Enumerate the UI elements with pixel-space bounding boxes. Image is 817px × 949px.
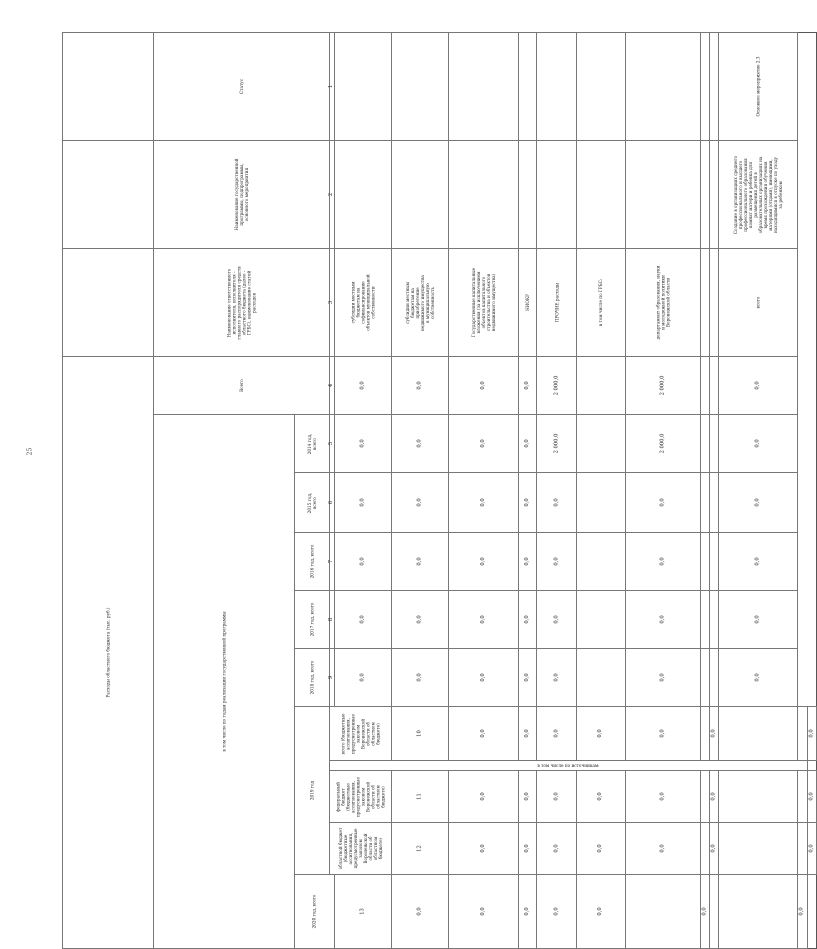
- main-event-2017: 0,0: [719, 591, 798, 649]
- value-r6-2019: 0,0: [709, 707, 718, 761]
- value-r5-2020: [625, 875, 700, 949]
- blank-cell-prog-7: [625, 141, 700, 249]
- value-r5-2015: [577, 473, 625, 533]
- value-r1-2017: 0,0: [391, 591, 448, 649]
- col-number-1: 1: [330, 33, 334, 141]
- value-r1-reg: 0,0: [519, 823, 537, 875]
- main-event-executor-text: всего: [755, 296, 761, 309]
- col-number-3: 3: [330, 249, 334, 357]
- value-r4-2015: 0,0: [536, 473, 577, 533]
- y2015-header: 2015 год, всего: [295, 473, 330, 533]
- total-header-text: Всего: [239, 379, 245, 392]
- blank-2014-2: [709, 415, 718, 473]
- value-r5-reg: [700, 823, 709, 875]
- blank-cell-prog: [334, 141, 391, 249]
- blank-cell-exec-2: [709, 249, 718, 357]
- y2016-header: 2016 год, всего: [295, 533, 330, 591]
- value-r5-total: [577, 357, 625, 415]
- value-r6-2018: 0,0: [625, 649, 700, 707]
- blank-2019-2: [798, 707, 807, 761]
- blank-2018: [700, 649, 709, 707]
- main-event-2014: 0,0: [719, 415, 798, 473]
- value-r4-2020: 0,0: [577, 875, 625, 949]
- value-r4-reg: 0,0: [625, 823, 700, 875]
- value-r2-2016: 0,0: [448, 533, 518, 591]
- col-number-13: 13: [334, 875, 391, 949]
- blank-cell-prog-3: [448, 141, 518, 249]
- value-r3-2017: 0,0: [519, 591, 537, 649]
- blank-total-2: [709, 357, 718, 415]
- value-r1-2018: 0,0: [391, 649, 448, 707]
- value-r4-2016: 0,0: [536, 533, 577, 591]
- blank-2016-2: [709, 533, 718, 591]
- row-label-3: НИОКР: [519, 249, 537, 357]
- col-number-8: 8: [330, 591, 334, 649]
- blank-2014: [700, 415, 709, 473]
- blank-cell-prog-9: [709, 141, 718, 249]
- blank-2020: [709, 875, 718, 949]
- value-r2-fed: 0,0: [536, 771, 577, 823]
- value-r4-fed: 0,0: [625, 771, 700, 823]
- value-r5-2018: [577, 649, 625, 707]
- value-r0-2017: 0,0: [334, 591, 391, 649]
- value-r2-2015: 0,0: [448, 473, 518, 533]
- blank-cell-prog-8: [700, 141, 709, 249]
- value-r3-2019: 0,0: [577, 707, 625, 761]
- row-label-0: субсидии местным бюджетам на софинансирование объектов муниципальной собственности: [334, 249, 391, 357]
- value-r0-2020: 0,0: [391, 875, 448, 949]
- value-r0-2019: 0,0: [448, 707, 518, 761]
- value-r0-2018: 0,0: [334, 649, 391, 707]
- value-r0-fed: 0,0: [448, 771, 518, 823]
- value-r2-total: 0,0: [448, 357, 518, 415]
- y2019-total-header: всего (бюджетные ассигнования, предусмотренные законом Воронежской области об областном бюджете): [330, 707, 392, 761]
- blank-2020-2: [719, 875, 798, 949]
- main-event-status: [719, 33, 798, 141]
- main-event-reg: 0,0: [807, 823, 816, 875]
- year-2019-header-text: 2019 год: [309, 780, 315, 801]
- col-number-5: 5: [330, 415, 334, 473]
- value-r5-2014: [577, 415, 625, 473]
- blank-cell-status-8: [700, 33, 709, 141]
- value-r4-2019: 0,0: [625, 707, 700, 761]
- row-label-1: субсидии местным бюджетам на приобретение недвижимого имущества в муниципальную собственность: [391, 249, 448, 357]
- blank-2018-2: [709, 649, 718, 707]
- value-r3-2016: 0,0: [519, 533, 537, 591]
- value-r5-2016: [577, 533, 625, 591]
- main-event-name: [719, 141, 798, 249]
- value-r6-total: 2 000,0: [625, 357, 700, 415]
- blank-cell-status-4: [519, 33, 537, 141]
- y2019-regional-header: областной бюджет (бюджетные ассигнования, предусмотренные законом Воронежской области об областном бюджете): [330, 823, 392, 875]
- main-event-fed: 0,0: [807, 771, 816, 823]
- row-label-2: Государственные капитальные вложения (за исключением объектов капитального строительства и объектов недвижимого имущества): [448, 249, 518, 357]
- value-r1-2015: 0,0: [391, 473, 448, 533]
- blank-cell-status-7: [625, 33, 700, 141]
- value-r3-2020: 0,0: [536, 875, 577, 949]
- blank-fed: [719, 771, 798, 823]
- row-label-6: департамент образования, науки и молодежной политики Воронежской области: [625, 249, 700, 357]
- program-name-header-text: Наименование государственной программы, подпрограммы, основного мероприятия: [234, 158, 250, 231]
- expenses-header-text: Расходы областного бюджета (тыс. руб.): [105, 607, 111, 698]
- value-r0-total: 0,0: [334, 357, 391, 415]
- col-number-11: 11: [391, 771, 448, 823]
- blank-cell-prog-6: [577, 141, 625, 249]
- top-bracket-cell: [63, 33, 154, 141]
- blank-cell-status-3: [448, 33, 518, 141]
- value-r1-fed: 0,0: [519, 771, 537, 823]
- value-r5-2017: [577, 591, 625, 649]
- value-r4-2014: 2 000,0: [536, 415, 577, 473]
- main-event-status-text: Основное мероприятие 2.3: [755, 56, 761, 117]
- value-r1-2019: 0,0: [519, 707, 537, 761]
- value-r2-reg: 0,0: [536, 823, 577, 875]
- by-sources-header-text: в том числе по источникам:: [537, 763, 600, 768]
- status-header-text: Статус: [239, 78, 245, 95]
- col-number-10: 10: [391, 707, 448, 761]
- blank-reg: [719, 823, 798, 875]
- value-r6-reg: 0,0: [709, 823, 718, 875]
- col-number-2: 2: [330, 141, 334, 249]
- value-r5-fed: [700, 771, 709, 823]
- value-r1-total: 0,0: [391, 357, 448, 415]
- y2014-header: 2014 год, всего: [295, 415, 330, 473]
- value-r3-reg: 0,0: [577, 823, 625, 875]
- col-number-4: 4: [330, 357, 334, 415]
- blank-2016: [700, 533, 709, 591]
- blank-2015-2: [709, 473, 718, 533]
- blank-cell-prog-2: [391, 141, 448, 249]
- value-r3-2018: 0,0: [519, 649, 537, 707]
- value-r4-2017: 0,0: [536, 591, 577, 649]
- value-r3-fed: 0,0: [577, 771, 625, 823]
- value-r2-2018: 0,0: [448, 649, 518, 707]
- col-number-9: 9: [330, 649, 334, 707]
- blank-fed-2: [798, 771, 807, 823]
- year-2019-header: [295, 707, 330, 875]
- expenses-table: [62, 32, 817, 949]
- blank-2015: [700, 473, 709, 533]
- value-r1-2014: 0,0: [391, 415, 448, 473]
- value-r4-2018: 0,0: [536, 649, 577, 707]
- main-event-2015: 0,0: [719, 473, 798, 533]
- by-sources-header: [330, 761, 808, 771]
- value-r0-2015: 0,0: [334, 473, 391, 533]
- col-number-7: 7: [330, 533, 334, 591]
- main-event-executor: [719, 249, 798, 357]
- row-label-4: ПРОЧИЕ расходы: [536, 249, 577, 357]
- executor-header-text: Наименование ответственного исполнителя, исполнителя - главного распорядителя средств областного бюджета (далее - ГРБС), наименование статей расходов: [226, 265, 257, 340]
- value-r3-2014: 0,0: [519, 415, 537, 473]
- value-r0-2016: 0,0: [334, 533, 391, 591]
- blank-total: [700, 357, 709, 415]
- main-event-total: 0,0: [719, 357, 798, 415]
- value-r2-2014: 0,0: [448, 415, 518, 473]
- col-number-6: 6: [330, 473, 334, 533]
- value-r5-2019: [700, 707, 709, 761]
- blank-2017: [700, 591, 709, 649]
- blank-cell-status-6: [577, 33, 625, 141]
- main-event-name-text: Создание в организациях среднего профессионального и высшего профессионального образования комнат матери и ребенка для размещения детей в образовательных организациях на время прохождения обучения матерями (отцами), имеющими, находящимися в отпуске по уходу за ребенком: [733, 155, 784, 234]
- value-r0-reg: 0,0: [448, 823, 518, 875]
- blank-cell-exec: [700, 249, 709, 357]
- blank-cell-status-2: [391, 33, 448, 141]
- expenses-header: [63, 357, 154, 949]
- main-event-2016: 0,0: [719, 533, 798, 591]
- col-number-12: 12: [391, 823, 448, 875]
- y2017-header: 2017 год, всего: [295, 591, 330, 649]
- blank-cell-status-9: [709, 33, 718, 141]
- by-years-header-text: в том числе по годам реализации государственной программы: [221, 611, 227, 752]
- blank-cell-status: [334, 33, 391, 141]
- value-r2-2020: 0,0: [519, 875, 537, 949]
- value-r0-2014: 0,0: [334, 415, 391, 473]
- value-r6-2020: 0,0: [700, 875, 709, 949]
- value-r4-total: 2 000,0: [536, 357, 577, 415]
- value-r6-2017: 0,0: [625, 591, 700, 649]
- total-header: [154, 357, 330, 415]
- y2019-federal-header: федеральный бюджет (бюджетные ассигнования, предусмотренные законом Воронежской области об областном бюджете): [330, 771, 392, 823]
- page-number: 25: [26, 447, 34, 456]
- value-r6-2016: 0,0: [625, 533, 700, 591]
- value-r6-2015: 0,0: [625, 473, 700, 533]
- value-r3-total: 0,0: [519, 357, 537, 415]
- value-r2-2019: 0,0: [536, 707, 577, 761]
- blank-reg-2: [798, 823, 807, 875]
- y2020-header: 2020 год, всего: [295, 875, 334, 949]
- blank-cell-prog-4: [519, 141, 537, 249]
- blank-2017-2: [709, 591, 718, 649]
- blank-cell-prog-5: [536, 141, 577, 249]
- value-r2-2017: 0,0: [448, 591, 518, 649]
- top-bracket-cell-2: [63, 141, 154, 249]
- main-event-2019: 0,0: [807, 707, 816, 761]
- by-years-header: [154, 415, 295, 949]
- main-event-2018: 0,0: [719, 649, 798, 707]
- blank-cell-status-5: [536, 33, 577, 141]
- value-r3-2015: 0,0: [519, 473, 537, 533]
- row-label-5: в том числе по ГРБС:: [577, 249, 625, 357]
- main-event-2020: 0,0: [798, 875, 807, 949]
- y2018-header: 2018 год, всего: [295, 649, 330, 707]
- top-bracket-cell-3: [63, 249, 154, 357]
- value-r1-2016: 0,0: [391, 533, 448, 591]
- value-r1-2020: 0,0: [448, 875, 518, 949]
- value-r6-2014: 2 000,0: [625, 415, 700, 473]
- value-r6-fed: 0,0: [709, 771, 718, 823]
